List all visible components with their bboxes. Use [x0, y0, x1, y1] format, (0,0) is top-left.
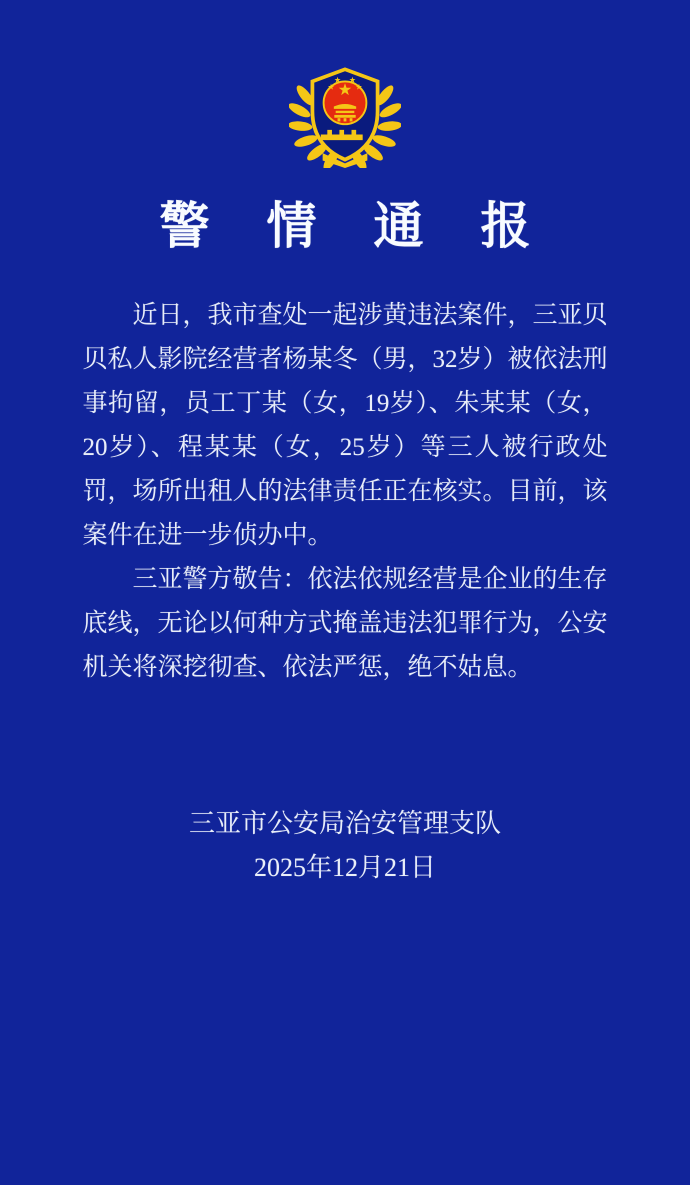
- notice-line: 机关将深挖彻查、依法严惩，绝不姑息。: [82, 654, 533, 681]
- issuing-authority: 三亚市公安局治安管理支队: [188, 809, 501, 838]
- notice-line: 三亚警方敬告：依法依规经营是企业的生存: [132, 566, 608, 593]
- notice-footer: [0, 802, 690, 890]
- notice-body: [83, 294, 608, 690]
- notice-line: 罚，场所出租人的法律责任正在核实。目前，该: [82, 478, 608, 505]
- notice-line: 案件在进一步侦办中。: [82, 522, 333, 549]
- notice-title: 警情通报: [159, 198, 588, 254]
- notice-line: 底线，无论以何种方式掩盖违法犯罪行为，公安: [82, 610, 608, 637]
- emblem-container: [0, 0, 690, 170]
- notice-line: 20岁）、程某某（女，25岁）等三人被行政处: [82, 434, 608, 461]
- police-badge-icon: [289, 60, 401, 168]
- notice-line: 事拘留，员工丁某（女，19岁）、朱某某（女，: [82, 390, 608, 417]
- notice-line: 贝私人影院经营者杨某冬（男，32岁）被依法刑: [82, 346, 608, 373]
- notice-date: 2025年12月21日: [253, 853, 436, 882]
- notice-line: 近日，我市查处一起涉黄违法案件，三亚贝: [132, 302, 608, 329]
